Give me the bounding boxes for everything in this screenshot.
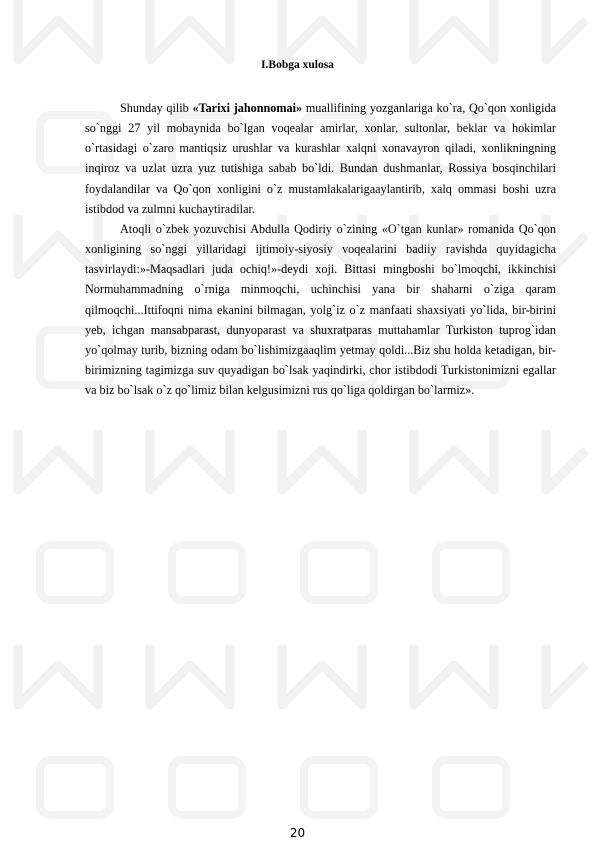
paragraph-2: Atoqli o`zbek yozuvchisi Abdulla Qodiriy o`zining «O`tgan kunlar» romanida Qo`qon xonligining so`nggi yillaridagi ijtimoiy-siyosiy voqealarini badiiy ravishda quyidagicha tasvirlaydi:»-Maqsadlari juda ochiq!»-deydi xoji. Bittasi mingboshi bo`lmoqchi, ikkinchisi Normuhammadning o`rniga minmoqchi, uchinchisi yana bir shaharni o`ziga qaram qilmoqchi...Ittifoqni nima ekanini bilmagan, yolg`iz o`z manfaati shaxsiyati yo`lida, bir-birini yeb, ichgan mansabparast, dunyoparast va shuxratparas muttahamlar Turkiston tuprog`idan yo`qolmay turib, bizning odam bo`lishimizgaaqlim yetmay qoldi...Biz shu holda ketadigan, bir-birimizning tagimizga suv quyadigan bo`lsak yaqindirki, chor istibdodi Turkistonimizni egallar va biz bo`lsak o`z qo`limiz bilan kelgusimizni rus qo`liga qoldirgan bo`larmiz».: [85, 221, 556, 398]
book-title: «Tarixi jahonnomai»: [192, 101, 303, 115]
page-number: 20: [289, 826, 306, 840]
paragraph-1-rest: muallifining yozganlariga ko`ra, Qo`qon xonligida so`nggi 27 yil mobaynida bo`lgan voqealar amirlar, xonlar, sultonlar, beklar va hokimlar o`rtasidagi o`zaro mantiqsiz urushlar va kurashlar xalqni xonavayron qiladi, xonlikningning inqiroz va uzlat uzra yuz tutishiga sabab bo`ldi. Bundan dushmanlar, Rossiya bosqinchilari foydalandilar va Qo`qon xonligini o`z mustamlakalarigaaylantirib, xalq ommasi boshi uzra istibdod va zulmni kuchaytiradilar.: [85, 101, 556, 216]
paragraph-1-lead: Shunday qilib: [120, 101, 193, 115]
paragraph-1: [85, 98, 556, 219]
section-heading: I.Bobga xulosa: [261, 59, 334, 71]
body-text: [85, 98, 556, 400]
